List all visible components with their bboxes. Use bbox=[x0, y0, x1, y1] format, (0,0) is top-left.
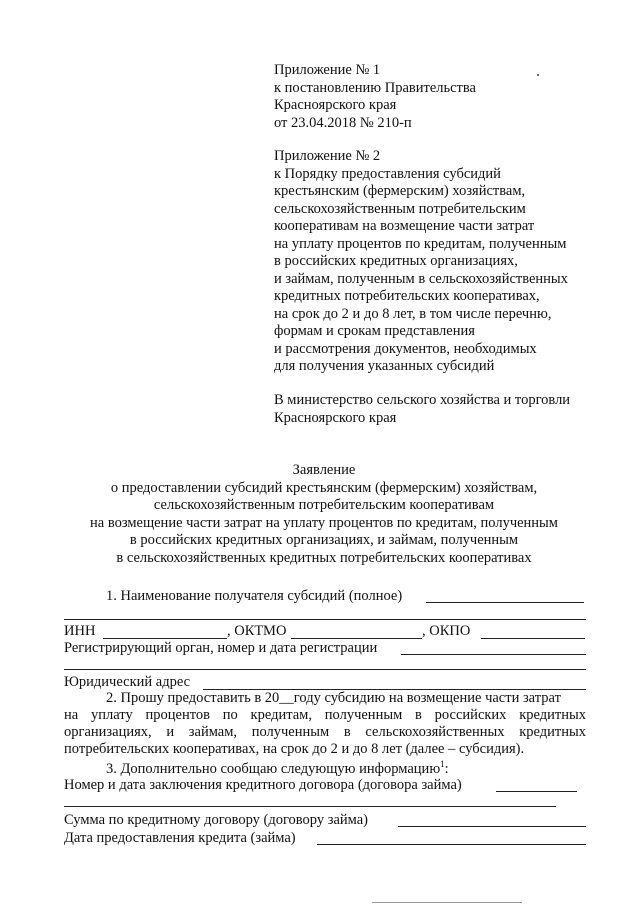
appendix2-line: сельскохозяйственным потребительским bbox=[274, 200, 526, 217]
appendix1-line: к постановлению Правительства bbox=[274, 79, 476, 96]
inn-label: ИНН bbox=[64, 623, 96, 639]
appendix2-line: крестьянским (фермерским) хозяйствам, bbox=[274, 183, 526, 199]
footnote-marker: 1 bbox=[440, 759, 445, 769]
item2-line: 2. Прошу предоставить в 20__году субсидию на возмещение части затрат bbox=[106, 690, 561, 706]
appendix2-line: формам и срокам представления bbox=[274, 323, 475, 339]
recipient-name-field[interactable] bbox=[426, 602, 584, 603]
addressee-line: В министерство сельского хозяйства и торговли bbox=[274, 392, 571, 408]
item2-line: на уплату процентов по кредитам, полученным в российских кредитных bbox=[64, 707, 586, 723]
title-line: в сельскохозяйственных кредитных потребительских кооперативах bbox=[116, 549, 532, 566]
okpo-label: , ОКПО bbox=[422, 623, 471, 639]
okpo-field[interactable] bbox=[481, 638, 585, 639]
item3-colon: : bbox=[444, 760, 449, 777]
appendix2-line: и займам, полученным в сельскохозяйственных bbox=[274, 270, 568, 287]
title-line: на возмещение части затрат на уплату процентов по кредитам, полученным bbox=[90, 514, 558, 531]
item2-line: потребительских кооперативах, на срок до 2 и до 8 лет (далее – субсидия). bbox=[64, 741, 525, 757]
appendix2-block bbox=[274, 148, 568, 376]
recipient-name-field-line2[interactable] bbox=[64, 619, 586, 620]
contract-field-line2[interactable] bbox=[64, 806, 556, 807]
appendix2-line: Приложение № 2 bbox=[274, 148, 381, 164]
credit-date-label: Дата предоставления кредита (займа) bbox=[64, 830, 296, 846]
appendix1-block bbox=[274, 62, 476, 132]
inn-field[interactable] bbox=[103, 638, 227, 639]
item2-line: организациях, и займам, полученным в сельскохозяйственных кредитных bbox=[64, 724, 586, 740]
application-heading: Заявление bbox=[292, 462, 356, 478]
addressee-block bbox=[274, 392, 570, 427]
appendix2-line: на срок до 2 и до 8 лет, в том числе перечню, bbox=[274, 305, 552, 322]
legal-address-label: Юридический адрес bbox=[64, 674, 191, 690]
appendix2-line: кооперативам на возмещение части затрат bbox=[274, 218, 535, 234]
appendix2-line: кредитных потребительских кооперативах, bbox=[274, 288, 540, 304]
application-title-block bbox=[64, 462, 584, 567]
title-line: о предоставлении субсидий крестьянским (фермерским) хозяйствам, bbox=[110, 479, 538, 496]
credit-sum-field[interactable] bbox=[398, 826, 586, 827]
item1-label: 1. Наименование получателя субсидий (полное) bbox=[106, 588, 403, 604]
credit-sum-label: Сумма по кредитному договору (договору займа) bbox=[64, 812, 368, 828]
appendix1-line: Красноярского края bbox=[274, 97, 397, 113]
contract-field[interactable] bbox=[496, 791, 577, 792]
addressee-line: Красноярского края bbox=[274, 409, 397, 426]
oktmo-label: , ОКТМО bbox=[227, 623, 287, 639]
appendix2-line: к Порядку предоставления субсидий bbox=[274, 165, 501, 182]
registration-field-line2[interactable] bbox=[64, 669, 586, 670]
appendix2-line: в российских кредитных организациях, bbox=[274, 253, 518, 269]
title-line: в российских кредитных организациях, и займам, полученным bbox=[129, 532, 519, 548]
scan-edge-line bbox=[372, 902, 522, 903]
scan-speck bbox=[537, 74, 539, 76]
item3-label-row bbox=[106, 759, 449, 778]
item3-label: 3. Дополнительно сообщаю следующую информацию bbox=[106, 760, 441, 777]
credit-date-field[interactable] bbox=[317, 844, 586, 845]
oktmo-field[interactable] bbox=[291, 638, 422, 639]
title-line: сельскохозяйственным потребительским кооперативам bbox=[153, 497, 495, 513]
appendix2-line: для получения указанных субсидий bbox=[274, 358, 495, 374]
appendix2-line: на уплату процентов по кредитам, полученным bbox=[274, 235, 567, 252]
registration-field[interactable] bbox=[401, 654, 586, 655]
appendix1-line: Приложение № 1 bbox=[274, 62, 381, 78]
appendix2-line: и рассмотрения документов, необходимых bbox=[274, 340, 537, 357]
contract-label: Номер и дата заключения кредитного договора (договора займа) bbox=[64, 777, 462, 793]
registration-label: Регистрирующий орган, номер и дата регистрации bbox=[64, 640, 378, 656]
appendix1-line: от 23.04.2018 № 210-п bbox=[274, 114, 412, 131]
